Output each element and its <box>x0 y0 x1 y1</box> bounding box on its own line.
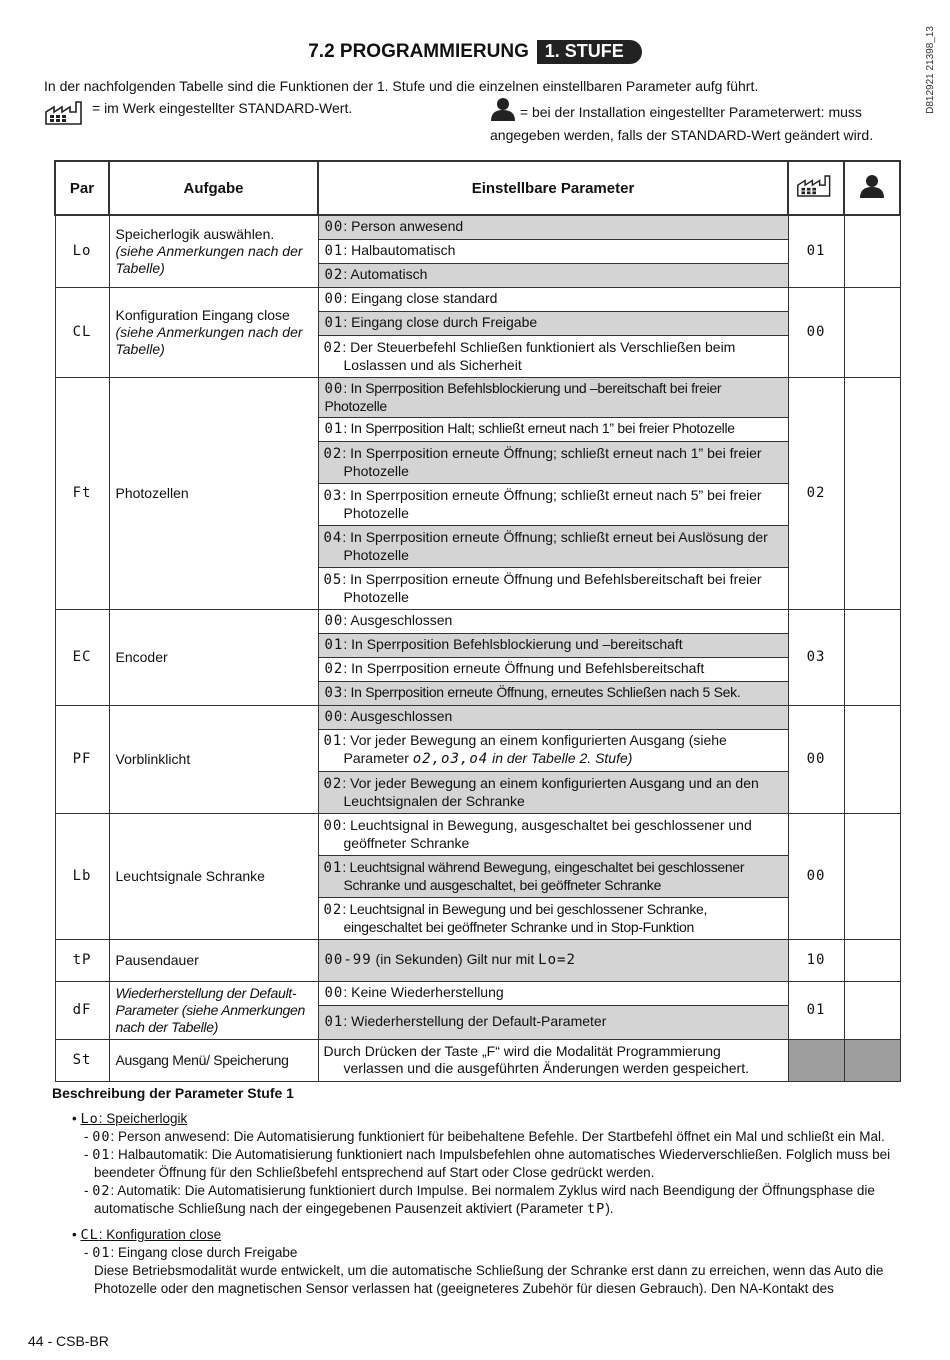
legend-factory <box>44 100 352 126</box>
factory-icon <box>44 100 88 126</box>
param-option: 01: Leuchtsignal während Bewegung, eingeschaltet bei geschlossener Schranke und ausgeschaltet, bei geöffneter Schranke <box>318 855 788 897</box>
param-task: Vorblinklicht <box>109 705 318 813</box>
person-icon <box>490 97 516 121</box>
person-icon <box>859 173 885 199</box>
param-user-value <box>844 287 900 377</box>
table-row <box>55 939 900 981</box>
description-title: Beschreibung der Parameter Stufe 1 <box>52 1085 294 1101</box>
param-option: 01: In Sperrposition Befehlsblockierung und –bereitschaft <box>318 633 788 657</box>
param-user-value <box>844 1039 900 1081</box>
param-default <box>788 1039 844 1081</box>
param-user-value <box>844 981 900 1039</box>
param-task: Konfiguration Eingang close (siehe Anmerkungen nach der Tabelle) <box>109 287 318 377</box>
param-option: 00-99 (in Sekunden) Gilt nur mit Lo=2 <box>318 939 788 981</box>
param-code: CL <box>55 287 109 377</box>
param-code: PF <box>55 705 109 813</box>
param-option: 01: Vor jeder Bewegung an einem konfigurierten Ausgang (siehe Parameter o2,o3,o4 in der Tabelle 2. Stufe) <box>318 729 788 771</box>
factory-icon <box>796 173 836 199</box>
col-factory <box>788 161 844 215</box>
table-row <box>55 377 900 417</box>
param-task: Ausgang Menü/ Speicherung <box>109 1039 318 1081</box>
col-user <box>844 161 900 215</box>
param-option: 00: Ausgeschlossen <box>318 609 788 633</box>
section-header <box>0 40 950 64</box>
param-task: Leuchtsignale Schranke <box>109 813 318 939</box>
param-code: tP <box>55 939 109 981</box>
table-row <box>55 813 900 855</box>
param-option: Durch Drücken der Taste „F“ wird die Modalität Programmierung verlassen und die ausgeführten Änderungen werden gespeichert. <box>318 1039 788 1081</box>
legend-factory-text: = im Werk eingestellter STANDARD-Wert. <box>92 100 353 116</box>
parameter-description <box>52 1084 912 1298</box>
table-row <box>55 215 900 239</box>
param-option: 02: In Sperrposition erneute Öffnung und Befehlsbereitschaft <box>318 657 788 681</box>
list-item: - 01: Halbautomatik: Die Automatisierung funktioniert nach Impulsbefehlen ohne automatisches Wiederverschließen. Folglich muss bei beendeter Öffnung für den Schließbefehl entsprechend auf Start oder Close gedrückt werden. <box>84 1147 891 1180</box>
table-row <box>55 609 900 633</box>
param-option: 02: In Sperrposition erneute Öffnung; schließt erneut nach 1” bei freier Photozelle <box>318 441 788 483</box>
param-option: 00: Eingang close standard <box>318 287 788 311</box>
param-user-value <box>844 609 900 705</box>
param-option: 01: Wiederherstellung der Default-Parameter <box>318 1005 788 1039</box>
param-user-value <box>844 813 900 939</box>
param-option: 05: In Sperrposition erneute Öffnung und Befehlsbereitschaft bei freier Photozelle <box>318 567 788 609</box>
param-code: Lb <box>55 813 109 939</box>
param-option: 02: Der Steuerbefehl Schließen funktioniert als Verschließen beim Loslassen und als Sicherheit <box>318 335 788 377</box>
param-code: dF <box>55 981 109 1039</box>
legend-user <box>490 97 890 147</box>
col-aufgabe: Aufgabe <box>109 161 318 215</box>
param-default: 02 <box>788 377 844 609</box>
table-row <box>55 287 900 311</box>
description-paragraph: Diese Betriebsmodalität wurde entwickelt, um die automatische Schließung der Schranke erst dann zu erreichen, wenn das Auto die Photozelle oder den magnetischen Sensor verlassen hat (geeigneteres Zubehör für diesen Gebrauch). Den NA-Kontakt des <box>94 1263 884 1296</box>
table-row <box>55 1039 900 1081</box>
param-default: 00 <box>788 287 844 377</box>
param-option: 00: Keine Wiederherstellung <box>318 981 788 1005</box>
param-default: 00 <box>788 813 844 939</box>
param-user-value <box>844 705 900 813</box>
param-option: 00: Ausgeschlossen <box>318 705 788 729</box>
list-item: - 02: Automatik: Die Automatisierung funktioniert durch Impulse. Bei normalem Zyklus wird nach Beendigung der Öffnungsphase die automatische Schließung nach der eingegebenen Pausenzeit aktiviert (Parameter tP). <box>84 1183 875 1217</box>
list-item: - 01: Eingang close durch Freigabe <box>84 1245 298 1261</box>
col-param: Einstellbare Parameter <box>318 161 788 215</box>
param-option: 02: Leuchtsignal in Bewegung und bei geschlossener Schranke, eingeschaltet bei geöffneter Schranke und in Stop-Funktion <box>318 897 788 939</box>
col-par: Par <box>55 161 109 215</box>
description-item-cl: • CL: Konfiguration close <box>72 1227 222 1243</box>
table-header-row <box>55 161 900 215</box>
param-user-value <box>844 939 900 981</box>
page-footer: 44 - CSB-BR <box>28 1333 109 1349</box>
param-option: 04: In Sperrposition erneute Öffnung; schließt erneut bei Auslösung der Photozelle <box>318 525 788 567</box>
param-option: 03: In Sperrposition erneute Öffnung, erneutes Schließen nach 5 Sek. <box>318 681 788 705</box>
param-option: 00: Leuchtsignal in Bewegung, ausgeschaltet bei geschlossener und geöffneter Schranke <box>318 813 788 855</box>
param-option: 02: Automatisch <box>318 263 788 287</box>
param-task: Encoder <box>109 609 318 705</box>
param-task: Pausendauer <box>109 939 318 981</box>
param-option: 00: In Sperrposition Befehlsblockierung und –bereitschaft bei freier Photozelle <box>318 377 788 417</box>
param-option: 01: Halbautomatisch <box>318 239 788 263</box>
param-option: 01: Eingang close durch Freigabe <box>318 311 788 335</box>
table-row <box>55 705 900 729</box>
param-task: Speicherlogik auswählen. (siehe Anmerkungen nach der Tabelle) <box>109 215 318 287</box>
list-item: - 00: Person anwesend: Die Automatisierung funktioniert für beibehaltene Befehle. Der Startbefehl öffnet ein Mal und schließt ein Mal. <box>84 1129 885 1145</box>
param-code: Lo <box>55 215 109 287</box>
table-row <box>55 981 900 1005</box>
param-default: 00 <box>788 705 844 813</box>
param-default: 01 <box>788 981 844 1039</box>
param-code: St <box>55 1039 109 1081</box>
param-user-value <box>844 377 900 609</box>
param-user-value <box>844 215 900 287</box>
param-task: Wiederherstellung der Default-Parameter (siehe Anmerkungen nach der Tabelle) <box>109 981 318 1039</box>
legend-user-text: = bei der Installation eingestellter Parameterwert: muss angegeben werden, falls der STANDARD-Wert geändert wird. <box>490 104 874 143</box>
level-badge: 1. STUFE <box>537 40 642 64</box>
param-default: 01 <box>788 215 844 287</box>
param-default: 10 <box>788 939 844 981</box>
param-option: 02: Vor jeder Bewegung an einem konfigurierten Ausgang und an den Leuchtsignalen der Schranke <box>318 771 788 813</box>
param-option: 03: In Sperrposition erneute Öffnung; schließt erneut nach 5” bei freier Photozelle <box>318 483 788 525</box>
document-code: D812921 21398_13 <box>925 26 936 114</box>
param-option: 00: Person anwesend <box>318 215 788 239</box>
param-code: EC <box>55 609 109 705</box>
param-default: 03 <box>788 609 844 705</box>
intro-text: In der nachfolgenden Tabelle sind die Funktionen der 1. Stufe und die einzelnen einstellbaren Parameter aufg führt. <box>44 78 759 94</box>
section-title: 7.2 PROGRAMMIERUNG <box>308 41 529 62</box>
param-task: Photozellen <box>109 377 318 609</box>
description-item-lo: • Lo: Speicherlogik <box>72 1111 188 1127</box>
param-option: 01: In Sperrposition Halt; schließt erneut nach 1” bei freier Photozelle <box>318 417 788 441</box>
parameter-table <box>54 160 901 1082</box>
param-code: Ft <box>55 377 109 609</box>
